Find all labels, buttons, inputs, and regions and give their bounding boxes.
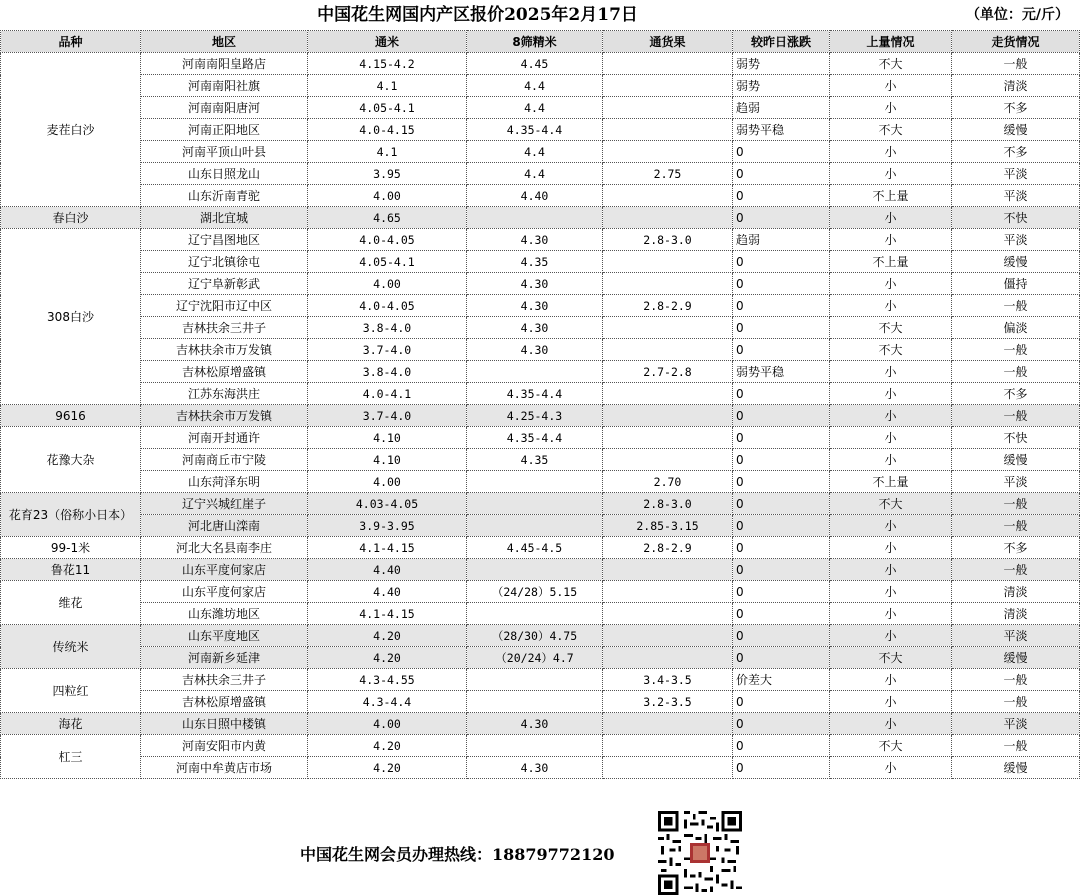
change-cell: 0	[733, 537, 830, 559]
table-row	[1, 141, 1080, 163]
region-cell: 吉林扶余三井子	[141, 317, 308, 339]
tongmi-cell: 4.1	[308, 75, 467, 97]
supply-cell: 小	[830, 141, 952, 163]
table-row	[1, 295, 1080, 317]
sales-cell: 一般	[952, 691, 1080, 713]
table-row	[1, 669, 1080, 691]
change-cell: 0	[733, 691, 830, 713]
jingmi-cell	[467, 207, 603, 229]
jingmi-cell: 4.4	[467, 75, 603, 97]
supply-cell: 小	[830, 581, 952, 603]
jingmi-cell: （24/28）5.15	[467, 581, 603, 603]
tongmi-cell: 3.8-4.0	[308, 361, 467, 383]
tongguo-cell	[603, 251, 733, 273]
sales-cell: 一般	[952, 493, 1080, 515]
supply-cell: 不大	[830, 735, 952, 757]
region-cell: 山东潍坊地区	[141, 603, 308, 625]
sales-cell: 一般	[952, 669, 1080, 691]
variety-cell: 四粒红	[1, 669, 141, 713]
region-cell: 河北大名县南李庄	[141, 537, 308, 559]
tongguo-cell	[603, 735, 733, 757]
tongmi-cell: 4.3-4.4	[308, 691, 467, 713]
table-row	[1, 471, 1080, 493]
sales-cell: 平淡	[952, 163, 1080, 185]
unit-label: （单位：元/斤）	[965, 7, 1070, 23]
sales-cell: 一般	[952, 559, 1080, 581]
tongmi-cell: 4.15-4.2	[308, 53, 467, 75]
change-cell: 弱势平稳	[733, 119, 830, 141]
table-row	[1, 185, 1080, 207]
sales-cell: 平淡	[952, 625, 1080, 647]
sales-cell: 缓慢	[952, 449, 1080, 471]
header-sales: 走货情况	[952, 31, 1080, 53]
supply-cell: 小	[830, 449, 952, 471]
change-cell: 0	[733, 515, 830, 537]
tongguo-cell	[603, 339, 733, 361]
tongguo-cell: 3.2-3.5	[603, 691, 733, 713]
change-cell: 0	[733, 603, 830, 625]
change-cell: 0	[733, 141, 830, 163]
tongguo-cell	[603, 757, 733, 779]
tongmi-cell: 4.1-4.15	[308, 603, 467, 625]
tongguo-cell: 2.85-3.15	[603, 515, 733, 537]
jingmi-cell	[467, 691, 603, 713]
supply-cell: 小	[830, 559, 952, 581]
change-cell: 0	[733, 735, 830, 757]
region-cell: 山东平度何家店	[141, 581, 308, 603]
header-region: 地区	[141, 31, 308, 53]
tongmi-cell: 4.03-4.05	[308, 493, 467, 515]
table-row	[1, 625, 1080, 647]
tongguo-cell: 2.8-2.9	[603, 537, 733, 559]
table-row	[1, 251, 1080, 273]
table-row	[1, 405, 1080, 427]
sales-cell: 一般	[952, 361, 1080, 383]
region-cell: 辽宁阜新彰武	[141, 273, 308, 295]
variety-cell: 花育23（俗称小日本）	[1, 493, 141, 537]
change-cell: 0	[733, 647, 830, 669]
table-row	[1, 383, 1080, 405]
footer	[0, 808, 1080, 896]
sales-cell: 平淡	[952, 185, 1080, 207]
sales-cell: 一般	[952, 295, 1080, 317]
sales-cell: 一般	[952, 515, 1080, 537]
tongmi-cell: 4.1	[308, 141, 467, 163]
change-cell: 0	[733, 383, 830, 405]
tongguo-cell	[603, 207, 733, 229]
tongmi-cell: 3.8-4.0	[308, 317, 467, 339]
variety-cell: 9616	[1, 405, 141, 427]
variety-cell: 传统米	[1, 625, 141, 669]
jingmi-cell: （20/24）4.7	[467, 647, 603, 669]
tongmi-cell: 4.10	[308, 449, 467, 471]
region-cell: 吉林扶余市万发镇	[141, 405, 308, 427]
region-cell: 吉林扶余三井子	[141, 669, 308, 691]
sales-cell: 一般	[952, 339, 1080, 361]
region-cell: 山东日照龙山	[141, 163, 308, 185]
tongmi-cell: 4.20	[308, 647, 467, 669]
jingmi-cell: 4.30	[467, 295, 603, 317]
table-row	[1, 119, 1080, 141]
jingmi-cell: 4.30	[467, 339, 603, 361]
change-cell: 0	[733, 405, 830, 427]
tongmi-cell: 4.00	[308, 185, 467, 207]
tongmi-cell: 4.20	[308, 735, 467, 757]
table-row	[1, 229, 1080, 251]
jingmi-cell: 4.45	[467, 53, 603, 75]
region-cell: 江苏东海洪庄	[141, 383, 308, 405]
header-supply: 上量情况	[830, 31, 952, 53]
jingmi-cell: 4.35-4.4	[467, 427, 603, 449]
header-tongmi: 通米	[308, 31, 467, 53]
tongmi-cell: 4.1-4.15	[308, 537, 467, 559]
supply-cell: 不上量	[830, 185, 952, 207]
variety-cell: 维花	[1, 581, 141, 625]
region-cell: 河南平顶山叶县	[141, 141, 308, 163]
region-cell: 山东平度何家店	[141, 559, 308, 581]
region-cell: 辽宁沈阳市辽中区	[141, 295, 308, 317]
supply-cell: 小	[830, 97, 952, 119]
page-title: 中国花生网国内产区报价2025年2月17日	[317, 5, 638, 25]
supply-cell: 不大	[830, 53, 952, 75]
tongmi-cell: 4.00	[308, 713, 467, 735]
region-cell: 辽宁兴城红崖子	[141, 493, 308, 515]
jingmi-cell: 4.4	[467, 141, 603, 163]
table-row	[1, 515, 1080, 537]
table-row	[1, 603, 1080, 625]
supply-cell: 不大	[830, 647, 952, 669]
tongmi-cell: 3.95	[308, 163, 467, 185]
supply-cell: 小	[830, 75, 952, 97]
supply-cell: 小	[830, 691, 952, 713]
tongmi-cell: 4.3-4.55	[308, 669, 467, 691]
tongguo-cell	[603, 603, 733, 625]
table-row	[1, 449, 1080, 471]
region-cell: 河南安阳市内黄	[141, 735, 308, 757]
supply-cell: 小	[830, 405, 952, 427]
jingmi-cell: 4.35	[467, 449, 603, 471]
jingmi-cell: 4.35-4.4	[467, 383, 603, 405]
change-cell: 0	[733, 713, 830, 735]
supply-cell: 不上量	[830, 251, 952, 273]
region-cell: 河南南阳唐河	[141, 97, 308, 119]
change-cell: 0	[733, 471, 830, 493]
table-row	[1, 97, 1080, 119]
price-table	[0, 30, 1080, 779]
jingmi-cell	[467, 669, 603, 691]
table-body	[1, 53, 1080, 779]
change-cell: 弱势平稳	[733, 361, 830, 383]
change-cell: 0	[733, 559, 830, 581]
region-cell: 湖北宜城	[141, 207, 308, 229]
table-row	[1, 361, 1080, 383]
supply-cell: 不大	[830, 317, 952, 339]
table-row	[1, 163, 1080, 185]
tongguo-cell	[603, 383, 733, 405]
tongguo-cell	[603, 713, 733, 735]
sales-cell: 偏淡	[952, 317, 1080, 339]
region-cell: 河南南阳皇路店	[141, 53, 308, 75]
supply-cell: 小	[830, 273, 952, 295]
supply-cell: 不大	[830, 493, 952, 515]
variety-cell: 308白沙	[1, 229, 141, 405]
variety-cell: 麦茬白沙	[1, 53, 141, 207]
change-cell: 0	[733, 295, 830, 317]
supply-cell: 小	[830, 229, 952, 251]
tongmi-cell: 4.05-4.1	[308, 97, 467, 119]
jingmi-cell: 4.30	[467, 713, 603, 735]
jingmi-cell: 4.35	[467, 251, 603, 273]
jingmi-cell	[467, 471, 603, 493]
supply-cell: 小	[830, 713, 952, 735]
jingmi-cell: 4.30	[467, 273, 603, 295]
sales-cell: 缓慢	[952, 647, 1080, 669]
header-change: 较昨日涨跌	[733, 31, 830, 53]
header-row	[1, 31, 1080, 53]
tongmi-cell: 4.0-4.05	[308, 229, 467, 251]
jingmi-cell	[467, 735, 603, 757]
member-hotline: 中国花生网会员办理热线：18879772120	[300, 845, 615, 864]
sales-cell: 缓慢	[952, 119, 1080, 141]
sales-cell: 清淡	[952, 75, 1080, 97]
table-row	[1, 757, 1080, 779]
tongguo-cell	[603, 625, 733, 647]
change-cell: 0	[733, 493, 830, 515]
region-cell: 山东沂南青驼	[141, 185, 308, 207]
change-cell: 0	[733, 317, 830, 339]
supply-cell: 不上量	[830, 471, 952, 493]
tongmi-cell: 4.0-4.05	[308, 295, 467, 317]
tongmi-cell: 3.7-4.0	[308, 405, 467, 427]
tongguo-cell: 2.7-2.8	[603, 361, 733, 383]
sales-cell: 平淡	[952, 713, 1080, 735]
region-cell: 吉林扶余市万发镇	[141, 339, 308, 361]
qr-code-icon	[656, 811, 744, 895]
change-cell: 0	[733, 757, 830, 779]
supply-cell: 小	[830, 361, 952, 383]
sales-cell: 不多	[952, 537, 1080, 559]
tongguo-cell	[603, 427, 733, 449]
supply-cell: 不大	[830, 119, 952, 141]
sales-cell: 僵持	[952, 273, 1080, 295]
table-row	[1, 339, 1080, 361]
tongguo-cell: 3.4-3.5	[603, 669, 733, 691]
supply-cell: 小	[830, 757, 952, 779]
region-cell: 山东菏泽东明	[141, 471, 308, 493]
header-jingmi: 8筛精米	[467, 31, 603, 53]
table-row	[1, 537, 1080, 559]
sales-cell: 不快	[952, 427, 1080, 449]
jingmi-cell	[467, 493, 603, 515]
header-tongguo: 通货果	[603, 31, 733, 53]
supply-cell: 小	[830, 603, 952, 625]
change-cell: 0	[733, 625, 830, 647]
supply-cell: 不大	[830, 339, 952, 361]
sales-cell: 一般	[952, 405, 1080, 427]
supply-cell: 小	[830, 669, 952, 691]
table-row	[1, 691, 1080, 713]
variety-cell: 99-1米	[1, 537, 141, 559]
change-cell: 弱势	[733, 75, 830, 97]
table-row	[1, 559, 1080, 581]
supply-cell: 小	[830, 515, 952, 537]
jingmi-cell: 4.30	[467, 757, 603, 779]
sales-cell: 平淡	[952, 229, 1080, 251]
tongmi-cell: 4.20	[308, 757, 467, 779]
tongmi-cell: 4.0-4.1	[308, 383, 467, 405]
change-cell: 0	[733, 185, 830, 207]
supply-cell: 小	[830, 295, 952, 317]
table-row	[1, 207, 1080, 229]
tongguo-cell: 2.70	[603, 471, 733, 493]
jingmi-cell: 4.40	[467, 185, 603, 207]
supply-cell: 小	[830, 207, 952, 229]
tongguo-cell	[603, 273, 733, 295]
tongmi-cell: 4.10	[308, 427, 467, 449]
tongmi-cell: 4.65	[308, 207, 467, 229]
table-row	[1, 713, 1080, 735]
tongmi-cell: 4.20	[308, 625, 467, 647]
sales-cell: 平淡	[952, 471, 1080, 493]
table-row	[1, 317, 1080, 339]
jingmi-cell: 4.45-4.5	[467, 537, 603, 559]
tongguo-cell: 2.8-2.9	[603, 295, 733, 317]
region-cell: 山东平度地区	[141, 625, 308, 647]
change-cell: 0	[733, 339, 830, 361]
jingmi-cell: 4.25-4.3	[467, 405, 603, 427]
tongmi-cell: 4.40	[308, 559, 467, 581]
change-cell: 价差大	[733, 669, 830, 691]
sales-cell: 不快	[952, 207, 1080, 229]
tongguo-cell	[603, 75, 733, 97]
change-cell: 0	[733, 251, 830, 273]
variety-cell: 花豫大杂	[1, 427, 141, 493]
tongmi-cell: 4.00	[308, 273, 467, 295]
tongmi-cell: 4.0-4.15	[308, 119, 467, 141]
tongguo-cell	[603, 647, 733, 669]
change-cell: 0	[733, 273, 830, 295]
title-bar	[0, 0, 1080, 30]
jingmi-cell	[467, 559, 603, 581]
table-row	[1, 53, 1080, 75]
region-cell: 吉林松原增盛镇	[141, 361, 308, 383]
table-row	[1, 75, 1080, 97]
tongmi-cell: 4.00	[308, 471, 467, 493]
table-row	[1, 581, 1080, 603]
tongguo-cell: 2.8-3.0	[603, 493, 733, 515]
tongguo-cell	[603, 317, 733, 339]
jingmi-cell: 4.4	[467, 163, 603, 185]
jingmi-cell	[467, 361, 603, 383]
tongguo-cell: 2.75	[603, 163, 733, 185]
sales-cell: 清淡	[952, 581, 1080, 603]
jingmi-cell	[467, 603, 603, 625]
region-cell: 吉林松原增盛镇	[141, 691, 308, 713]
supply-cell: 小	[830, 163, 952, 185]
region-cell: 河南中牟黄店市场	[141, 757, 308, 779]
change-cell: 0	[733, 207, 830, 229]
tongmi-cell: 4.40	[308, 581, 467, 603]
sales-cell: 不多	[952, 383, 1080, 405]
jingmi-cell: 4.30	[467, 229, 603, 251]
tongguo-cell	[603, 185, 733, 207]
region-cell: 河南商丘市宁陵	[141, 449, 308, 471]
tongguo-cell	[603, 141, 733, 163]
jingmi-cell: 4.35-4.4	[467, 119, 603, 141]
region-cell: 辽宁北镇徐屯	[141, 251, 308, 273]
region-cell: 河南新乡延津	[141, 647, 308, 669]
change-cell: 趋弱	[733, 97, 830, 119]
region-cell: 河南正阳地区	[141, 119, 308, 141]
jingmi-cell	[467, 515, 603, 537]
table-row	[1, 647, 1080, 669]
sales-cell: 缓慢	[952, 251, 1080, 273]
change-cell: 趋弱	[733, 229, 830, 251]
variety-cell: 海花	[1, 713, 141, 735]
tongguo-cell	[603, 449, 733, 471]
tongguo-cell	[603, 97, 733, 119]
variety-cell: 鲁花11	[1, 559, 141, 581]
table-row	[1, 427, 1080, 449]
tongguo-cell: 2.8-3.0	[603, 229, 733, 251]
sales-cell: 不多	[952, 97, 1080, 119]
region-cell: 河南开封通许	[141, 427, 308, 449]
tongguo-cell	[603, 559, 733, 581]
region-cell: 河南南阳社旗	[141, 75, 308, 97]
change-cell: 0	[733, 427, 830, 449]
tongguo-cell	[603, 119, 733, 141]
table-row	[1, 735, 1080, 757]
tongguo-cell	[603, 53, 733, 75]
sales-cell: 一般	[952, 735, 1080, 757]
jingmi-cell: 4.30	[467, 317, 603, 339]
region-cell: 河北唐山滦南	[141, 515, 308, 537]
tongmi-cell: 4.05-4.1	[308, 251, 467, 273]
change-cell: 0	[733, 449, 830, 471]
region-cell: 山东日照中楼镇	[141, 713, 308, 735]
table-row	[1, 493, 1080, 515]
tongguo-cell	[603, 581, 733, 603]
supply-cell: 小	[830, 537, 952, 559]
tongmi-cell: 3.7-4.0	[308, 339, 467, 361]
jingmi-cell: （28/30）4.75	[467, 625, 603, 647]
change-cell: 0	[733, 581, 830, 603]
jingmi-cell: 4.4	[467, 97, 603, 119]
variety-cell: 杠三	[1, 735, 141, 779]
supply-cell: 小	[830, 625, 952, 647]
sales-cell: 缓慢	[952, 757, 1080, 779]
tongguo-cell	[603, 405, 733, 427]
sales-cell: 清淡	[952, 603, 1080, 625]
header-variety: 品种	[1, 31, 141, 53]
tongmi-cell: 3.9-3.95	[308, 515, 467, 537]
sales-cell: 一般	[952, 53, 1080, 75]
supply-cell: 小	[830, 427, 952, 449]
table-row	[1, 273, 1080, 295]
change-cell: 弱势	[733, 53, 830, 75]
supply-cell: 小	[830, 383, 952, 405]
region-cell: 辽宁昌图地区	[141, 229, 308, 251]
variety-cell: 春白沙	[1, 207, 141, 229]
sales-cell: 不多	[952, 141, 1080, 163]
change-cell: 0	[733, 163, 830, 185]
